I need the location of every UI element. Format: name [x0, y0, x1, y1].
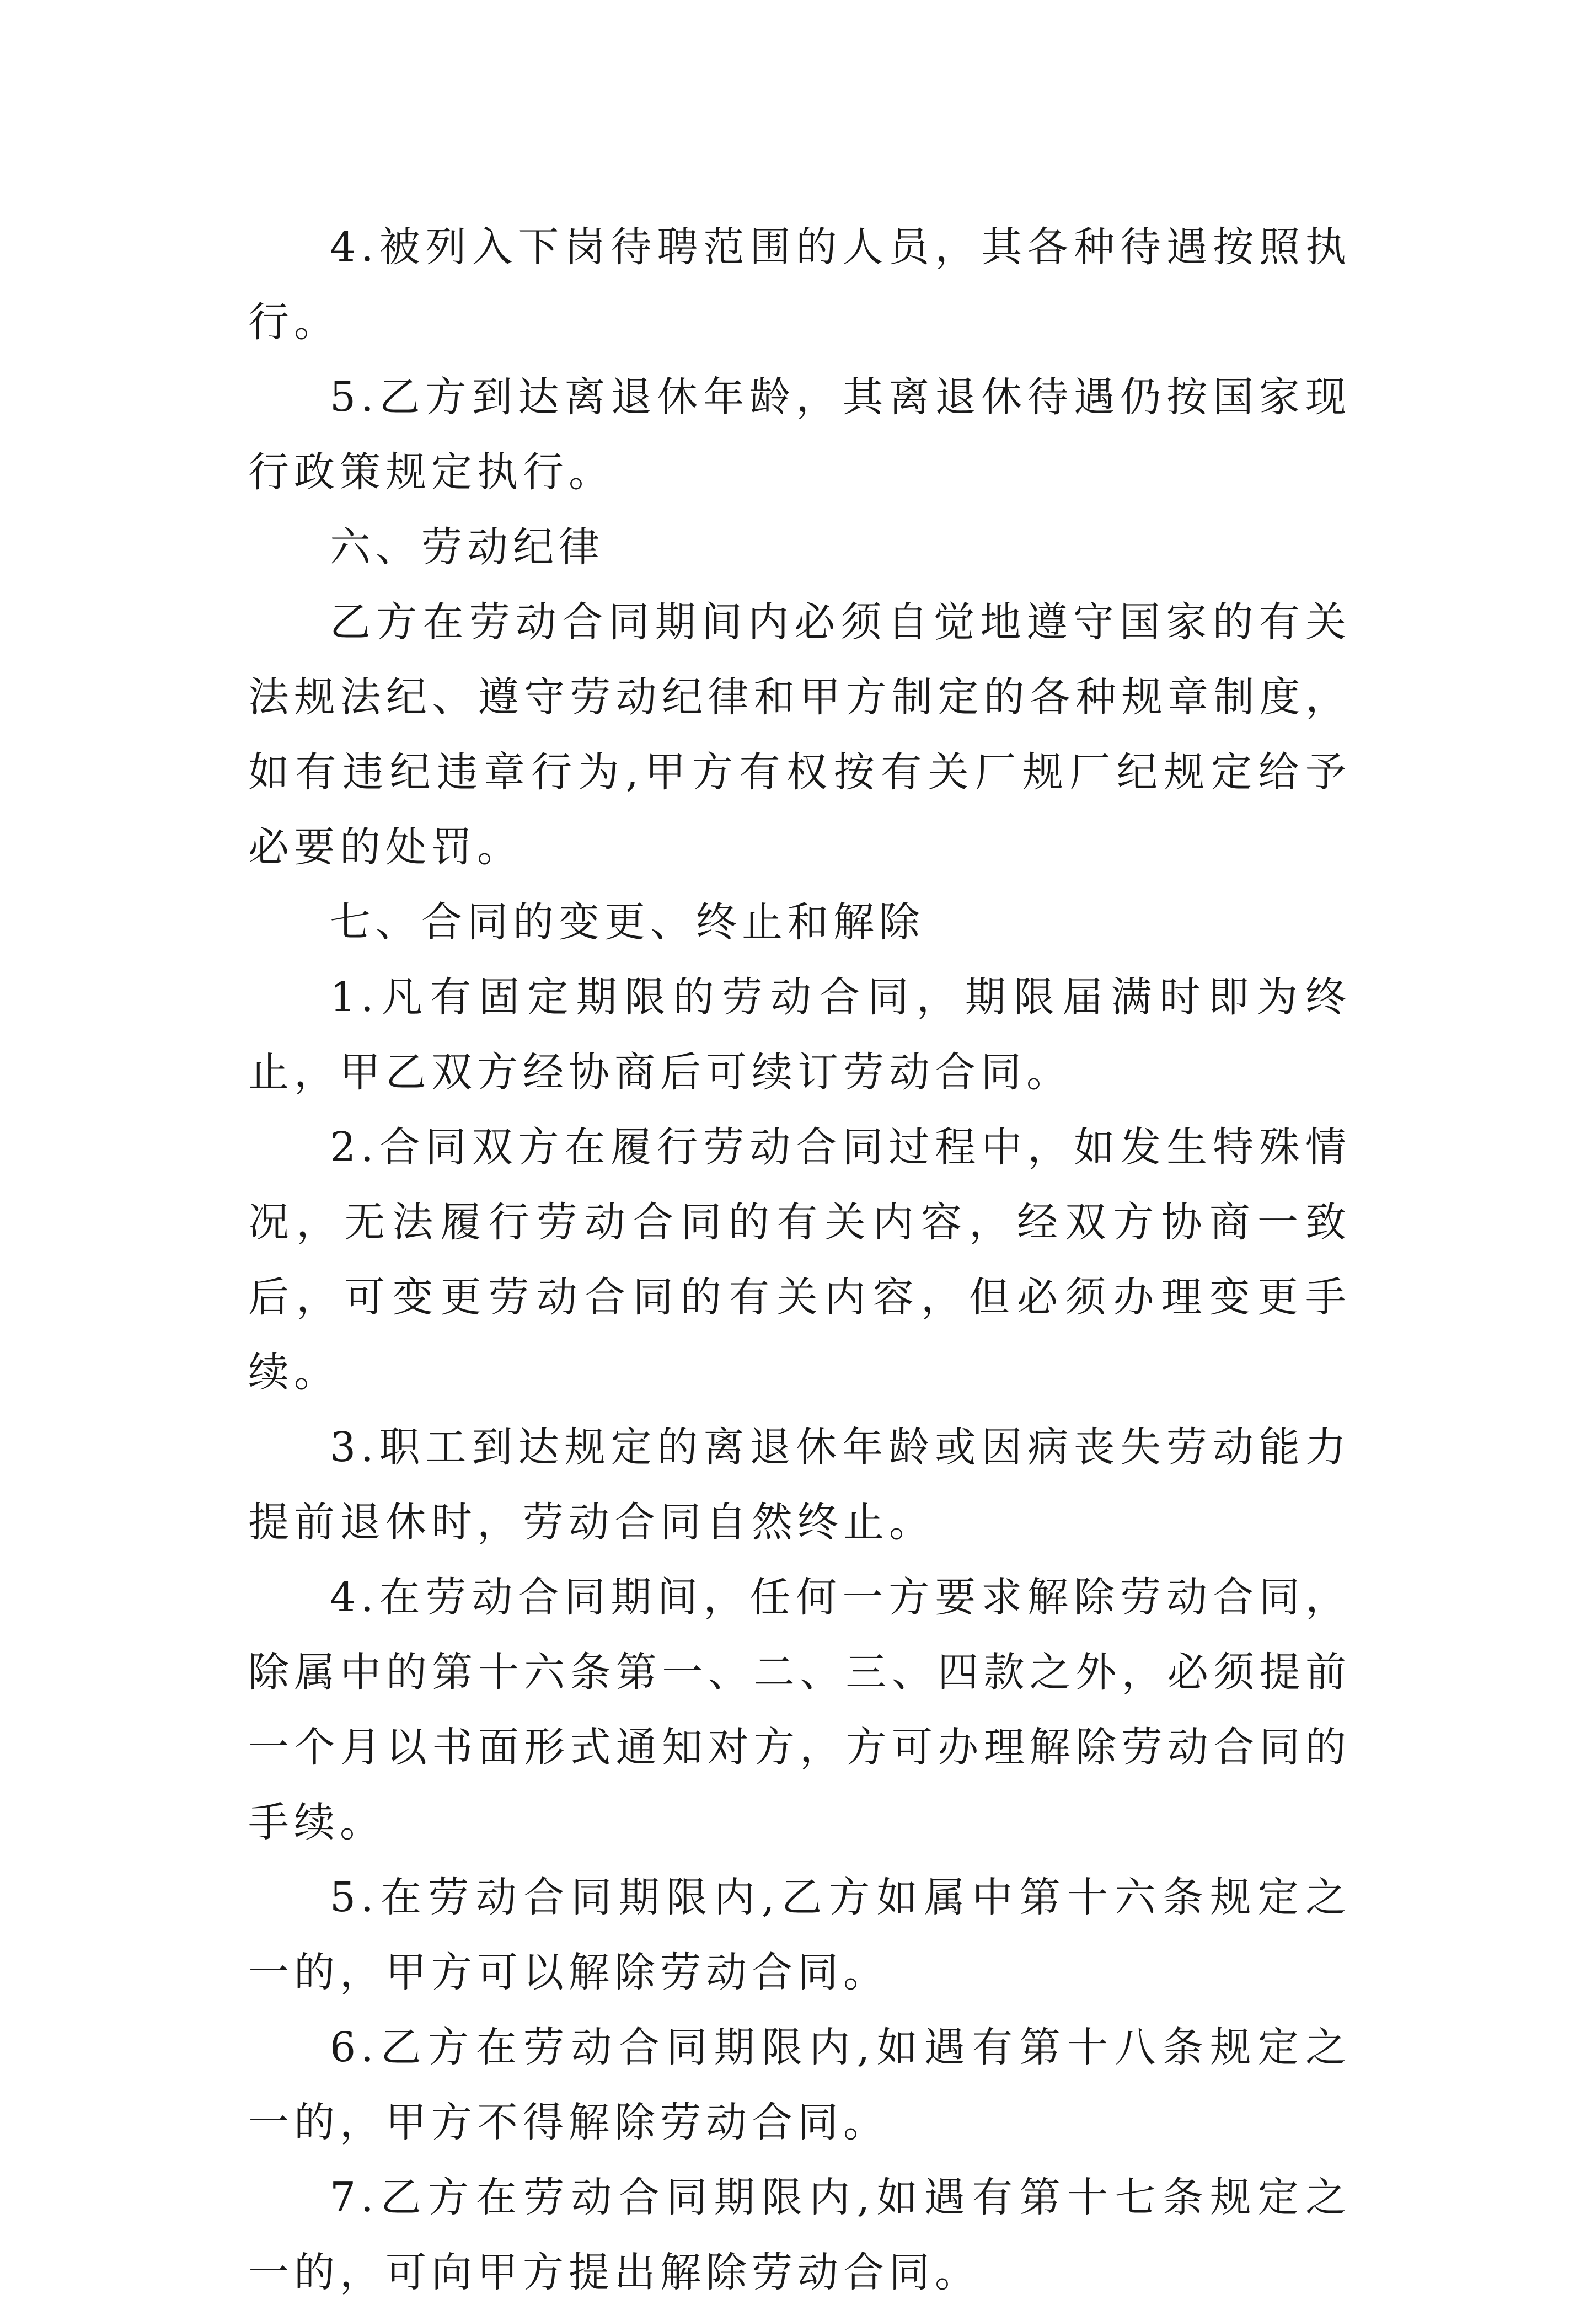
- paragraph-labor-discipline: 乙方在劳动合同期间内必须自觉地遵守国家的有关法规法纪、遵守劳动纪律和甲方制定的各种规章制度，如有违纪违章行为,甲方有权按有关厂规厂纪规定给予必要的处罚。: [248, 598, 1351, 871]
- paragraph-item-4-treatment: 4.被列入下岗待聘范围的人员，其各种待遇按照执行。: [248, 223, 1351, 346]
- paragraph-item-2-change: 2.合同双方在履行劳动合同过程中，如发生特殊情况，无法履行劳动合同的有关内容，经双方协商一致后，可变更劳动合同的有关内容，但必须办理变更手续。: [248, 1124, 1351, 1396]
- paragraph-item-4-rescission: 4.在劳动合同期间，任何一方要求解除劳动合同，除属中的第十六条第一、二、三、四款之外，必须提前一个月以书面形式通知对方，方可办理解除劳动合同的手续。: [248, 1574, 1351, 1846]
- paragraph-item-7-employee-rescission: 7.乙方在劳动合同期限内,如遇有第十七条规定之一的，可向甲方提出解除劳动合同。: [248, 2174, 1351, 2296]
- paragraph-item-1-fixed-term: 1.凡有固定期限的劳动合同，期限届满时即为终止，甲乙双方经协商后可续订劳动合同。: [248, 974, 1351, 1096]
- paragraph-item-5-employer-rescission: 5.在劳动合同期限内,乙方如属中第十六条规定之一的，甲方可以解除劳动合同。: [248, 1874, 1351, 1996]
- paragraph-item-5-retirement: 5.乙方到达离退休年龄，其离退休待遇仍按国家现行政策规定执行。: [248, 373, 1351, 496]
- paragraph-item-6-no-rescission: 6.乙方在劳动合同期限内,如遇有第十八条规定之一的，甲方不得解除劳动合同。: [248, 2024, 1351, 2146]
- paragraph-item-3-termination: 3.职工到达规定的离退休年龄或因病丧失劳动能力提前退休时，劳动合同自然终止。: [248, 1424, 1351, 1546]
- section-heading-labor-discipline: 六、劳动纪律: [330, 523, 604, 571]
- document-body: [248, 210, 1351, 2310]
- section-heading-contract-change: 七、合同的变更、终止和解除: [330, 899, 925, 946]
